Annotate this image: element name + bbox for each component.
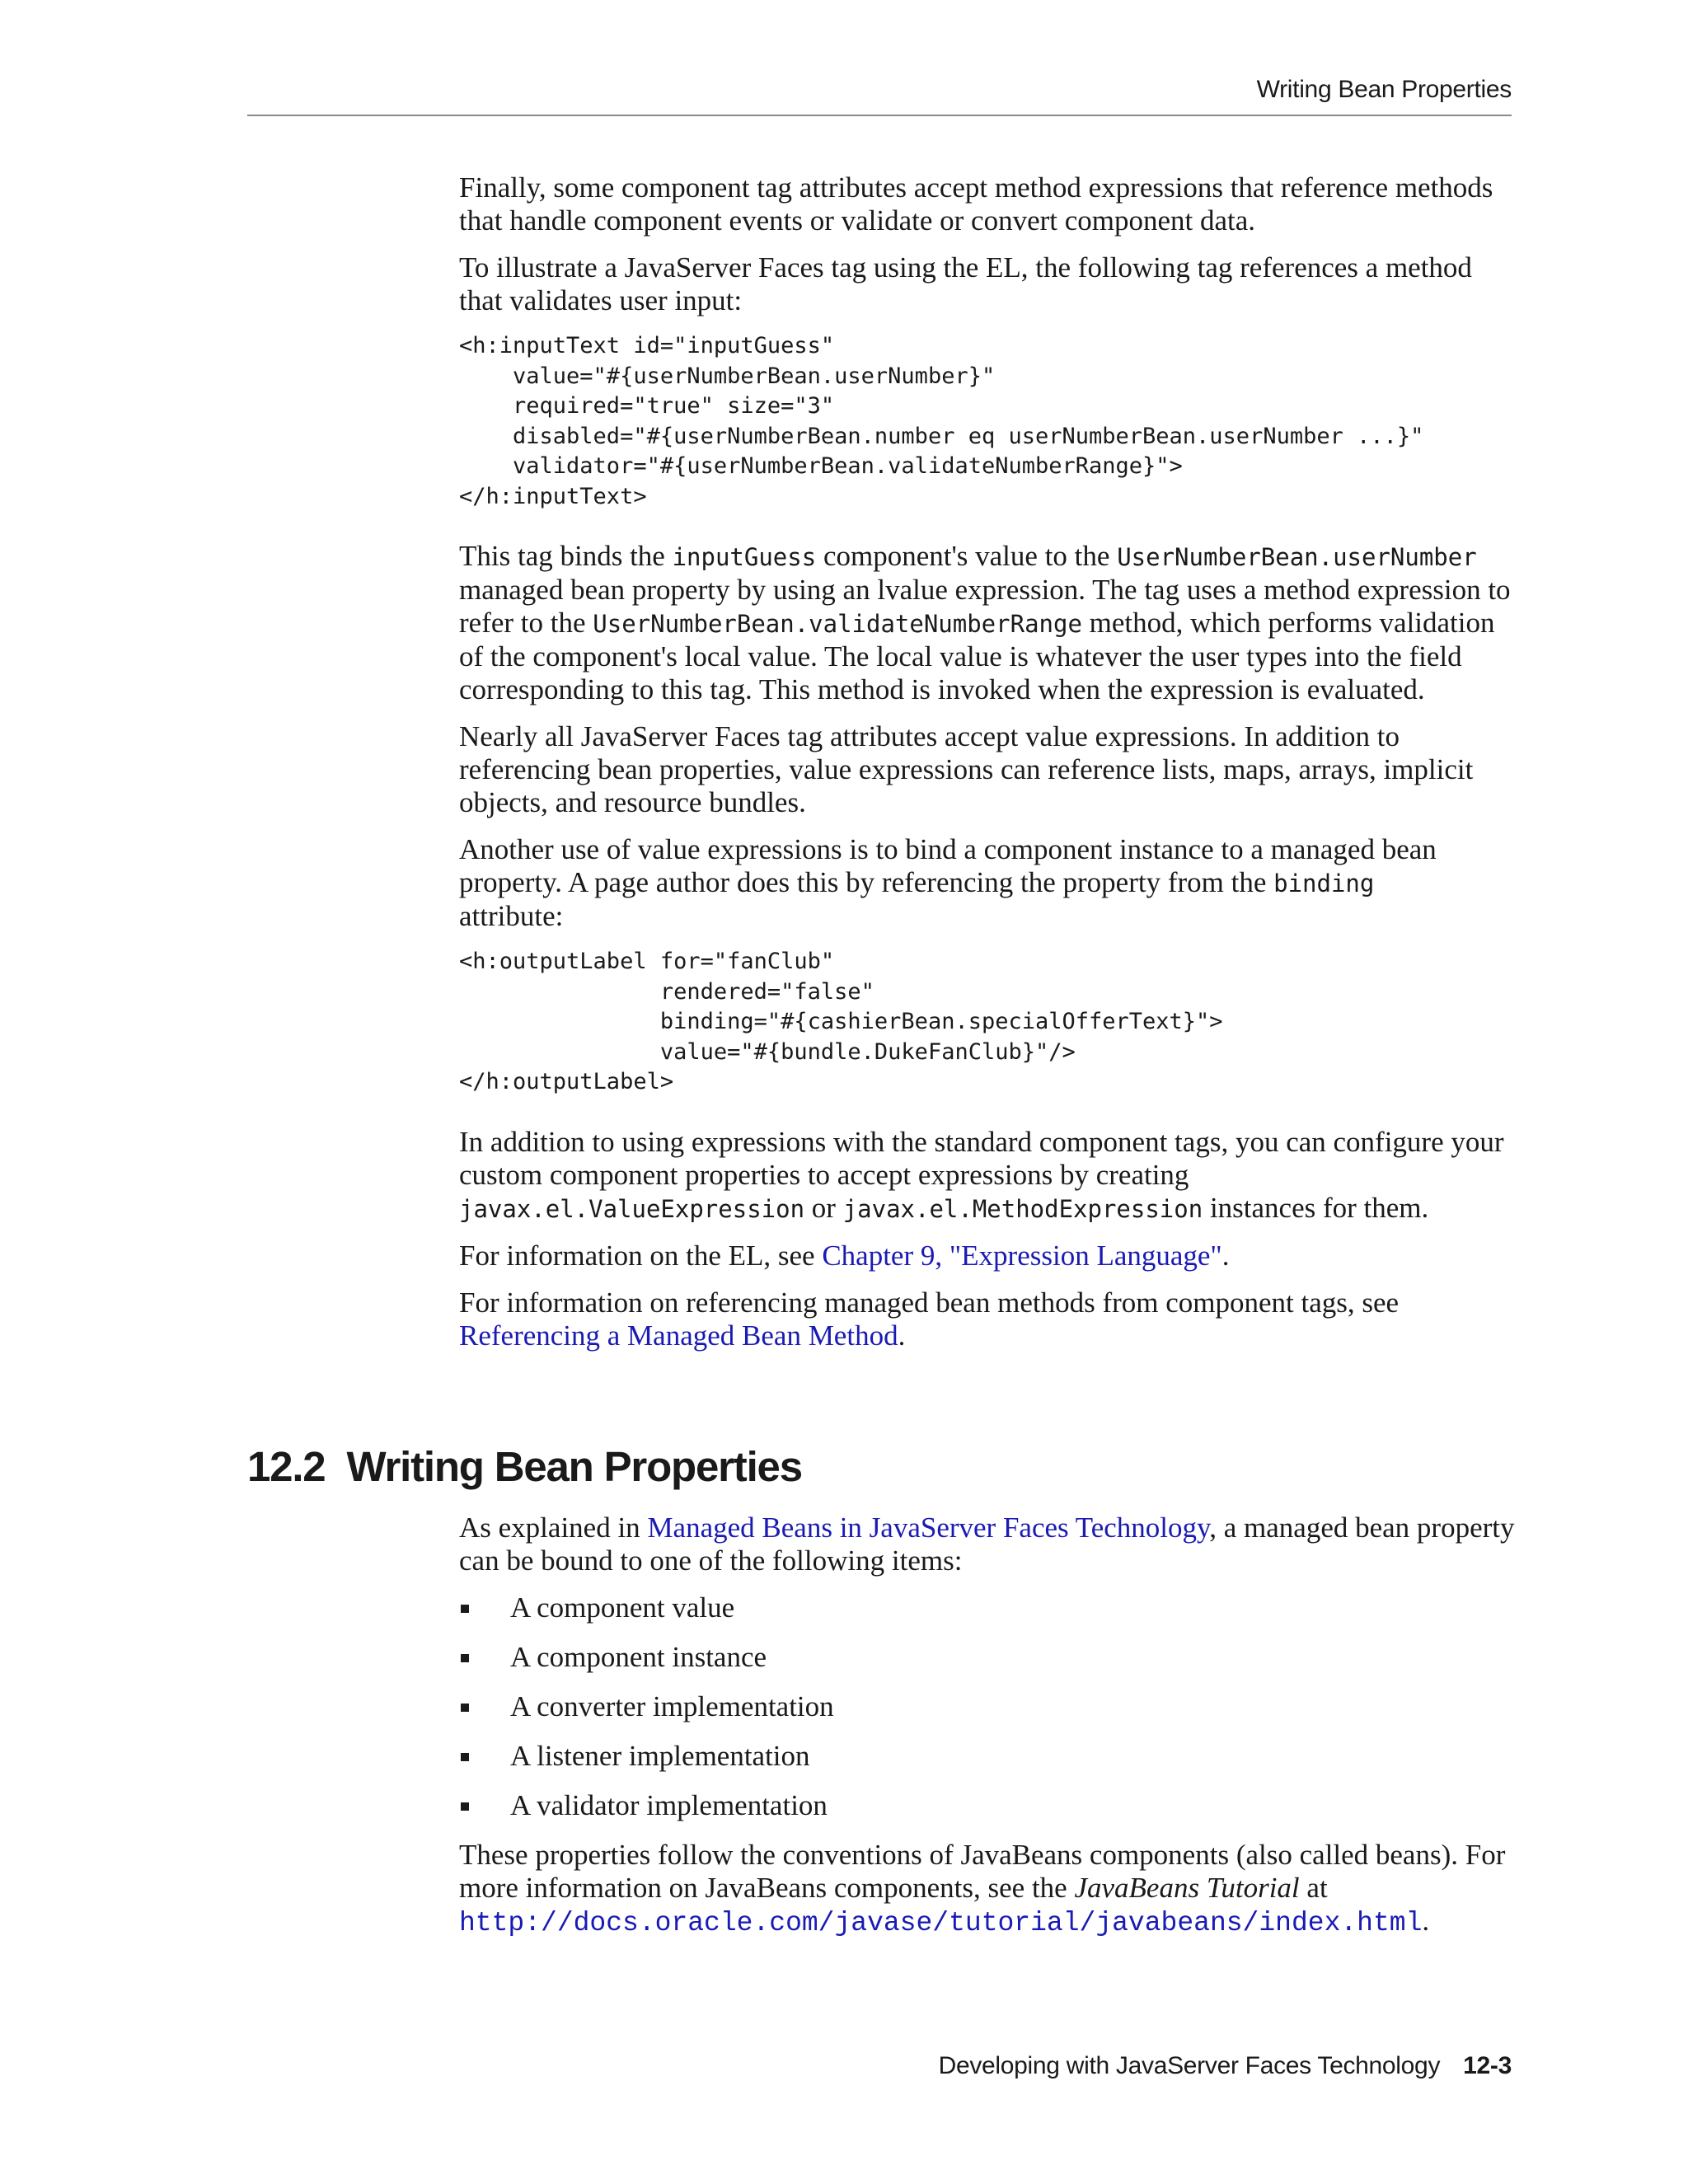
footer-book-title: Developing with JavaServer Faces Technology	[938, 2052, 1441, 2079]
bullet-square-icon	[461, 1704, 469, 1712]
text-run: or	[804, 1191, 843, 1224]
bound-items-list	[459, 1591, 1522, 1822]
section-number: 12.2	[247, 1443, 326, 1490]
expression-language-link[interactable]: Chapter 9, "Expression Language"	[822, 1239, 1222, 1272]
code-example-outputlabel	[459, 947, 1522, 1098]
code-line: rendered="false"	[459, 978, 874, 1005]
inline-code: javax.el.ValueExpression	[459, 1194, 805, 1223]
text-run: .	[898, 1319, 906, 1352]
page-footer	[247, 2052, 1512, 2080]
text-run: For information on referencing managed bean methods from component tags, see	[459, 1286, 1400, 1319]
code-line: required="true" size="3"	[459, 393, 835, 419]
inline-code: UserNumberBean.userNumber	[1117, 543, 1477, 571]
bullet-square-icon	[461, 1753, 469, 1761]
custom-component-paragraph	[459, 1126, 1522, 1226]
javabeans-tutorial-url-link[interactable]: http://docs.oracle.com/javase/tutorial/javabeans/index.html	[459, 1908, 1423, 1938]
header-rule	[247, 115, 1512, 116]
text-run: component's value to the	[816, 540, 1118, 572]
list-item-text: A converter implementation	[510, 1690, 834, 1722]
code-line: <h:inputText id="inputGuess"	[459, 333, 835, 359]
running-head: Writing Bean Properties	[1256, 76, 1512, 103]
page-number: 12-3	[1463, 2052, 1512, 2079]
list-item-text: A validator implementation	[510, 1789, 828, 1821]
intro-paragraph-2: To illustrate a JavaServer Faces tag using the EL, the following tag references a method that validates user input:	[459, 251, 1472, 316]
inline-code: binding	[1273, 869, 1375, 898]
code-line: </h:outputLabel>	[459, 1069, 674, 1094]
section-heading	[247, 1442, 1512, 1492]
intro-paragraph-1: Finally, some component tag attributes accept method expressions that reference methods that handle component events or validate or convert component data.	[459, 171, 1493, 237]
list-item	[459, 1641, 1522, 1674]
list-item-text: A component value	[510, 1591, 735, 1624]
conventions-paragraph	[459, 1839, 1522, 1940]
section-title: Writing Bean Properties	[346, 1443, 802, 1490]
text-run: method, which performs validation of the component's local value. The local value is whatever the user types into the field corresponding to this tag. This method is invoked when the expression is evaluated.	[459, 607, 1495, 705]
code-line: value="#{userNumberBean.userNumber}"	[459, 363, 996, 389]
list-item	[459, 1690, 1522, 1723]
value-expressions-paragraph: Nearly all JavaServer Faces tag attributes accept value expressions. In addition to referencing bean properties, value expressions can reference lists, maps, arrays, implicit objects, and resource bundles.	[459, 720, 1474, 818]
section-content	[459, 1511, 1522, 1954]
text-run: .	[1422, 1905, 1430, 1937]
text-run: at	[1299, 1872, 1328, 1904]
bullet-square-icon	[461, 1654, 469, 1662]
text-run: , a managed bean property can be bound to one of the following items:	[459, 1511, 1515, 1577]
code-line: <h:outputLabel for="fanClub"	[459, 949, 835, 974]
bullet-square-icon	[461, 1802, 469, 1811]
inline-code: javax.el.MethodExpression	[842, 1194, 1203, 1223]
text-run: Another use of value expressions is to bind a component instance to a managed bean property. A page author does this by referencing the property from the	[459, 833, 1437, 898]
text-run: .	[1221, 1239, 1230, 1272]
main-content	[459, 171, 1522, 1366]
text-run: attribute:	[459, 900, 564, 932]
list-item-text: A listener implementation	[510, 1740, 810, 1772]
list-item	[459, 1789, 1522, 1822]
code-line: value="#{bundle.DukeFanClub}"/>	[459, 1038, 1076, 1065]
text-run: These properties follow the conventions of JavaBeans components (also called beans). For more information on JavaBeans components, see the	[459, 1839, 1506, 1904]
text-run: instances for them.	[1203, 1191, 1429, 1224]
text-run: In addition to using expressions with the standard component tags, you can configure your custom component properties to accept expressions by creating	[459, 1125, 1504, 1191]
text-run: managed bean property by using an lvalue expression. The tag uses a method expression to refer to the	[459, 574, 1511, 639]
text-run: This tag binds the	[459, 540, 673, 572]
explained-paragraph	[459, 1511, 1522, 1577]
inline-code: inputGuess	[672, 543, 817, 571]
text-run: For information on the EL, see	[459, 1239, 823, 1272]
text-run: As explained in	[459, 1511, 648, 1544]
code-example-inputtext	[459, 331, 1522, 512]
referencing-managed-bean-method-link[interactable]: Referencing a Managed Bean Method	[459, 1319, 898, 1352]
list-item	[459, 1740, 1522, 1773]
code-line: binding="#{cashierBean.specialOfferText}">	[459, 1009, 1223, 1034]
tutorial-title: JavaBeans Tutorial	[1074, 1872, 1300, 1904]
inline-code: UserNumberBean.validateNumberRange	[593, 610, 1082, 638]
list-item-text: A component instance	[510, 1641, 767, 1673]
binding-paragraph	[459, 833, 1522, 933]
code-line: </h:inputText>	[459, 483, 647, 509]
binds-paragraph	[459, 540, 1522, 706]
referencing-info-paragraph	[459, 1286, 1522, 1352]
bullet-square-icon	[461, 1605, 469, 1613]
el-info-paragraph	[459, 1240, 1522, 1272]
code-line: validator="#{userNumberBean.validateNumberRange}">	[459, 453, 1183, 479]
code-line: disabled="#{userNumberBean.number eq userNumberBean.userNumber ...}"	[459, 423, 1424, 449]
list-item	[459, 1591, 1522, 1624]
managed-beans-link[interactable]: Managed Beans in JavaServer Faces Technology	[647, 1511, 1210, 1544]
